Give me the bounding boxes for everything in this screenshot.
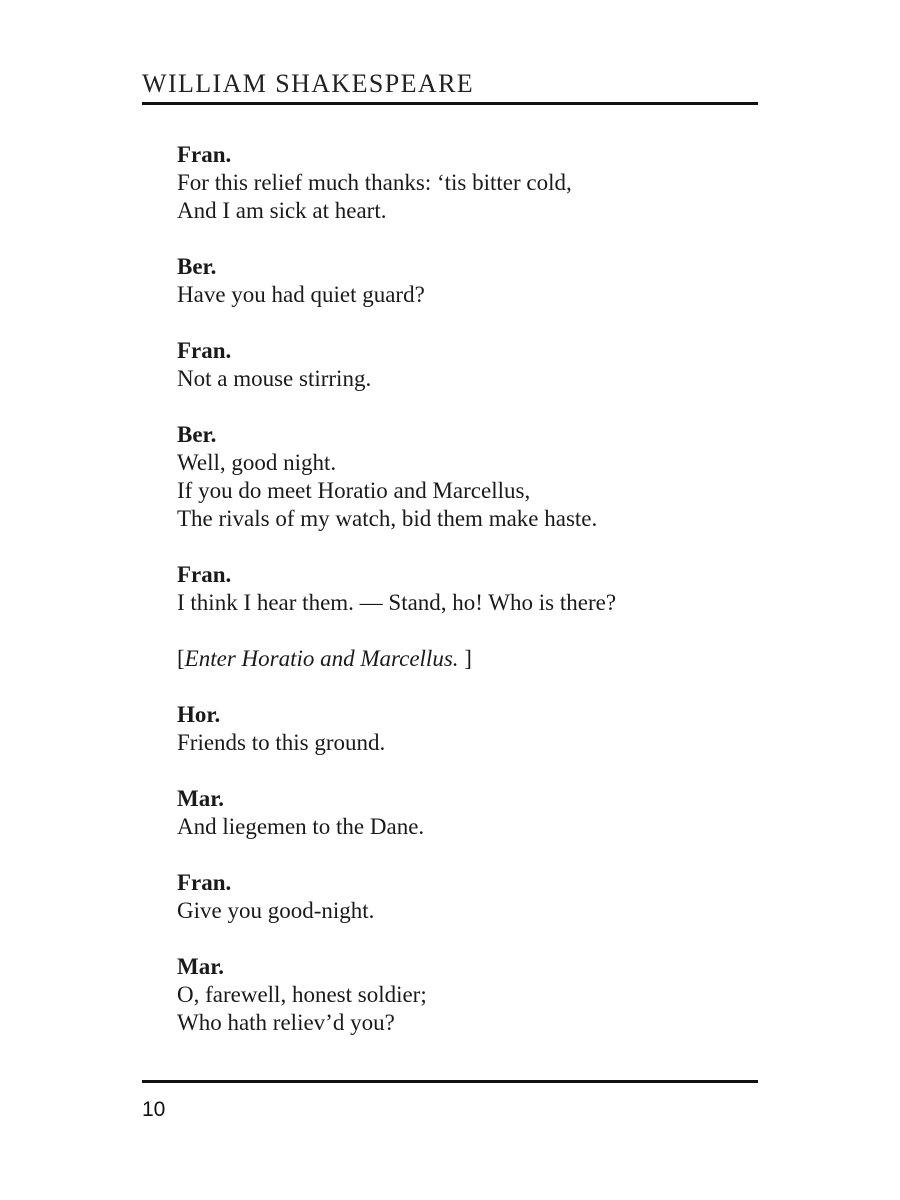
speech-block <box>177 785 737 841</box>
speech-line: If you do meet Horatio and Marcellus, <box>177 478 531 503</box>
speech-block <box>177 869 737 925</box>
play-text <box>177 141 737 1065</box>
speaker-name: Mar. <box>177 954 225 979</box>
speaker-name: Fran. <box>177 338 232 363</box>
speech-block <box>177 953 737 1037</box>
speech-block <box>177 421 737 533</box>
page-number: 10 <box>142 1098 166 1121</box>
stage-direction <box>177 645 737 673</box>
speech-block <box>177 141 737 225</box>
speaker-name: Fran. <box>177 870 232 895</box>
speaker-name: Ber. <box>177 422 217 447</box>
speaker-name: Mar. <box>177 786 225 811</box>
speech-line: Well, good night. <box>177 450 337 475</box>
stage-direction-open-bracket: [ <box>177 646 185 671</box>
footer-rule <box>142 1080 758 1083</box>
speech-block <box>177 337 737 393</box>
speech-line: For this relief much thanks: ‘tis bitter cold, <box>177 170 572 195</box>
author-title: WILLIAM SHAKESPEARE <box>142 69 475 98</box>
speaker-name: Fran. <box>177 142 232 167</box>
speech-line: O, farewell, honest soldier; <box>177 982 427 1007</box>
speech-line: Give you good-night. <box>177 898 375 923</box>
speech-line: Not a mouse stirring. <box>177 366 372 391</box>
speech-block <box>177 561 737 617</box>
speech-block <box>177 253 737 309</box>
speaker-name: Fran. <box>177 562 232 587</box>
speech-line: Have you had quiet guard? <box>177 282 425 307</box>
speech-line: Who hath reliev’d you? <box>177 1010 395 1035</box>
speaker-name: Hor. <box>177 702 221 727</box>
running-header <box>142 66 758 105</box>
speech-line: And liegemen to the Dane. <box>177 814 425 839</box>
speech-block <box>177 701 737 757</box>
speech-line: And I am sick at heart. <box>177 198 387 223</box>
speech-line: The rivals of my watch, bid them make haste. <box>177 506 598 531</box>
stage-direction-close-bracket: ] <box>458 646 472 671</box>
speaker-name: Ber. <box>177 254 217 279</box>
speech-line: I think I hear them. — Stand, ho! Who is there? <box>177 590 617 615</box>
stage-direction-text: Enter Horatio and Marcellus. <box>184 646 459 671</box>
speech-line: Friends to this ground. <box>177 730 386 755</box>
